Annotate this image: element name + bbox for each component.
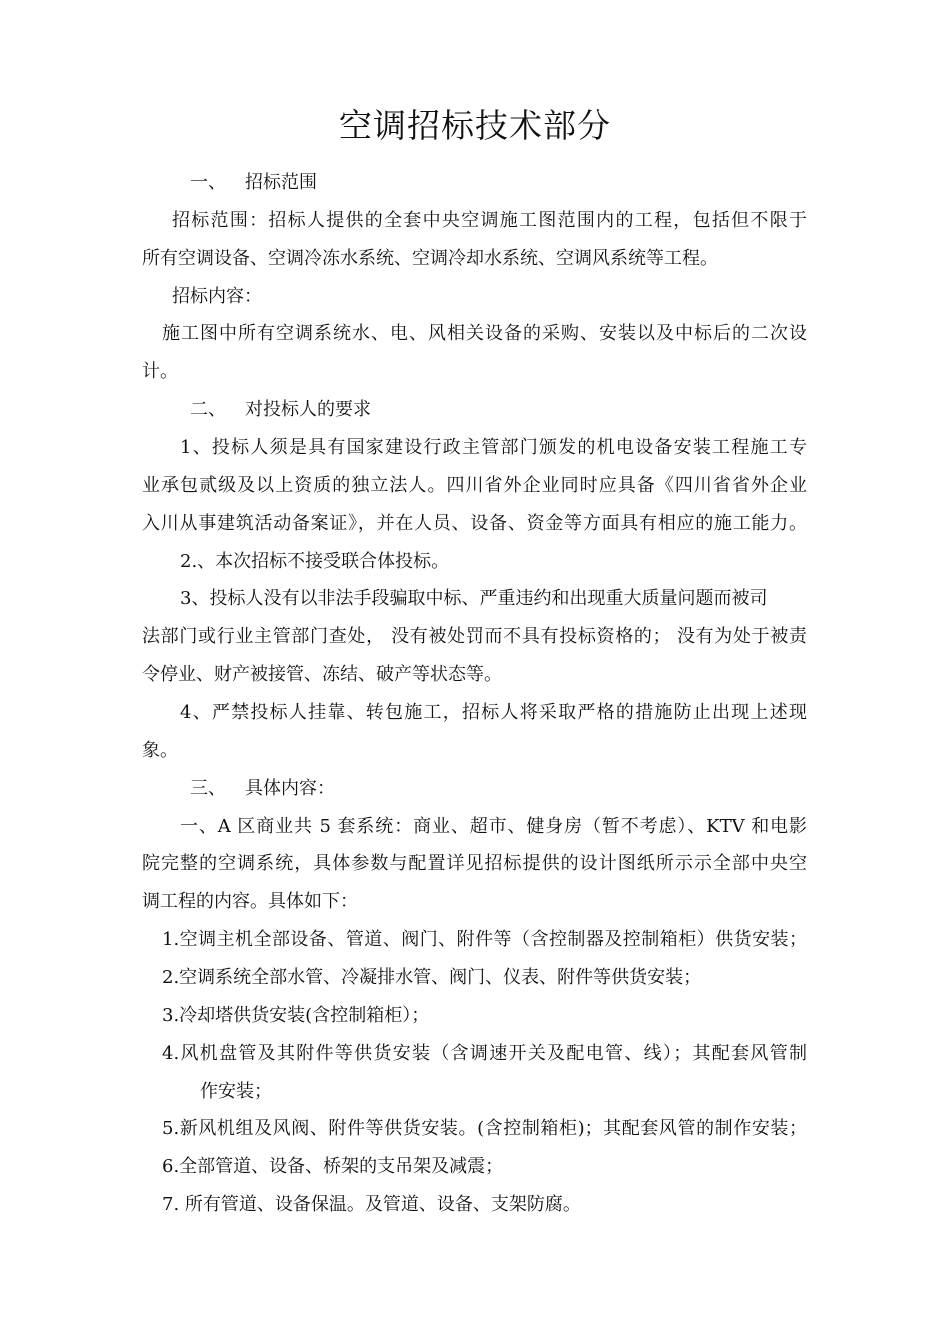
list-item: 3.冷却塔供货安装(含控制箱柜）； (162, 1005, 430, 1026)
section-1-number: 一、 (190, 172, 226, 193)
requirement-3-line-2: 法部门或行业主管部门查处， 没有被处罚而不具有投标资格的； 没有为处于被责 (142, 626, 807, 647)
requirement-2: 2.、本次招标不接受联合体投标。 (180, 551, 450, 572)
requirement-4-line-1: 4、严禁投标人挂靠、转包施工，招标人将采取严格的措施防止出现上述现 (180, 702, 807, 723)
section-2-number: 二、 (190, 399, 226, 420)
requirement-1-line-1: 1、投标人须是具有国家建设行政主管部门颁发的机电设备安装工程施工专 (180, 437, 807, 458)
requirement-4-line-2: 象。 (142, 740, 178, 761)
section-1-heading: 招标范围 (245, 172, 317, 193)
list-item: 4.风机盘管及其附件等供货安装（含调速开关及配电管、线）；其配套风管制 (162, 1043, 807, 1064)
content-label: 招标内容： (172, 286, 262, 307)
list-item: 6.全部管道、设备、桥架的支吊架及减震； (162, 1156, 504, 1177)
requirement-1-line-2: 业承包贰级及以上资质的独立法人。四川省外企业同时应具备《四川省省外企业 (142, 475, 807, 496)
scope-a-intro-line-1: 一、A 区商业共 5 套系统：商业、超市、健身房（暂不考虑）、KTV 和电影 (180, 816, 807, 837)
section-3-number: 三、 (190, 778, 226, 799)
scope-line-2: 所有空调设备、空调冷冻水系统、空调冷却水系统、空调风系统等工程。 (142, 248, 718, 269)
requirement-3-line-3: 令停业、财产被接管、冻结、破产等状态等。 (142, 664, 502, 685)
requirement-3-line-1: 3、投标人没有以非法手段骗取中标、严重违约和出现重大质量问题而被司 (180, 588, 768, 609)
content-line-1: 施工图中所有空调系统水、电、风相关设备的采购、安装以及中标后的二次设 (162, 323, 807, 344)
list-item-continuation: 作安装； (200, 1081, 272, 1102)
section-3-heading: 具体内容： (245, 778, 335, 799)
list-item: 1.空调主机全部设备、管道、阀门、附件等（含控制器及控制箱柜）供货安装； (162, 929, 807, 950)
requirement-1-line-3: 入川从事建筑活动备案证》，并在人员、设备、资金等方面具有相应的施工能力。 (142, 513, 807, 534)
content-line-2: 计。 (142, 361, 178, 382)
scope-a-intro-line-3: 调工程的内容。具体如下： (142, 891, 358, 912)
document-title: 空调招标技术部分 (339, 106, 611, 145)
section-2-heading: 对投标人的要求 (245, 399, 371, 420)
list-item: 5.新风机组及风阀、附件等供货安装。(含控制箱柜)；其配套风管的制作安装； (162, 1118, 807, 1139)
scope-line-1: 招标范围：招标人提供的全套中央空调施工图范围内的工程，包括但不限于 (172, 210, 807, 231)
list-item: 7. 所有管道、设备保温。及管道、设备、支架防腐。 (162, 1194, 581, 1215)
scope-a-intro-line-2: 院完整的空调系统，具体参数与配置详见招标提供的设计图纸所示示全部中央空 (142, 853, 807, 874)
list-item: 2.空调系统全部水管、冷凝排水管、阀门、仪表、附件等供货安装； (162, 967, 702, 988)
